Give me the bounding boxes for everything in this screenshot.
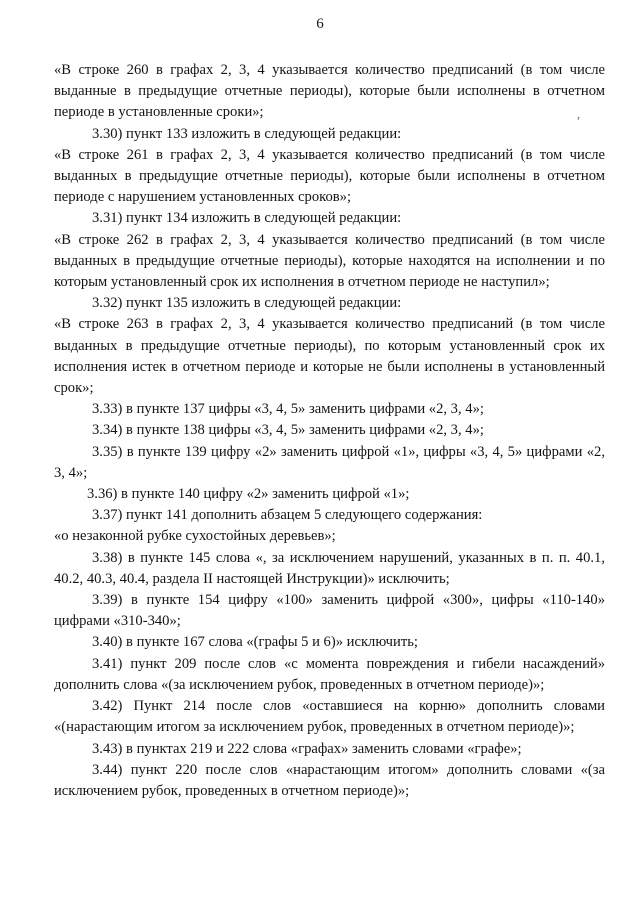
paragraph-p16: 3.40) в пункте 167 слова «(графы 5 и 6)» исключить;: [92, 634, 418, 651]
paragraph-p6: 3.32) пункт 135 изложить в следующей редакции:: [92, 295, 402, 312]
paragraph-p3: «В строке 261 в графах 2, 3, 4 указывается количество предписаний (в том числе выданных в предыдущие отчетные периоды), которые были исполнены в отчетном периоде с нарушением установленных сроков»;: [54, 146, 605, 206]
paragraph-p13: «о незаконной рубке сухостойных деревьев»;: [54, 528, 336, 545]
paragraph-p1: «В строке 260 в графах 2, 3, 4 указывается количество предписаний (в том числе выданные в предыдущие отчетные периоды), которые были исполнены в отчетном периоде в установленные сроки»;: [54, 62, 605, 121]
paragraph-p7: «В строке 263 в графах 2, 3, 4 указывается количество предписаний (в том числе выданных в предыдущие отчетные периоды), по которым установленный срок их исполнения истек в отчетном периоде и которые не были исполнены в установленный срок»;: [54, 316, 605, 397]
paragraph-p8: 3.33) в пункте 137 цифры «3, 4, 5» заменить цифрами «2, 3, 4»;: [92, 401, 484, 418]
paragraph-p10: 3.35) в пункте 139 цифру «2» заменить цифрой «1», цифры «3, 4, 5» цифрами «2, 3, 4»;: [54, 443, 605, 481]
stray-mark: ,: [577, 107, 580, 121]
paragraph-p17: 3.41) пункт 209 после слов «с момента повреждения и гибели насаждений» дополнить слова «(за исключением рубок, проведенных в отчетном периоде)»;: [54, 655, 605, 693]
page-number: 6: [316, 16, 324, 32]
paragraph-p14: 3.38) в пункте 145 слова «, за исключением нарушений, указанных в п. п. 40.1, 40.2, 40.3, 40.4, раздела II настоящей Инструкции)» исключить;: [54, 549, 605, 587]
paragraph-p19: 3.43) в пунктах 219 и 222 слова «графах» заменить словами «графе»;: [92, 740, 522, 757]
paragraph-p2: 3.30) пункт 133 изложить в следующей редакции:: [92, 125, 402, 142]
paragraph-p4: 3.31) пункт 134 изложить в следующей редакции:: [92, 210, 402, 227]
paragraph-p18: 3.42) Пункт 214 после слов «оставшиеся на корню» дополнить словами «(нарастающим итогом за исключением рубок, проведенных в отчетном периоде)»;: [54, 698, 605, 736]
paragraph-p15: 3.39) в пункте 154 цифру «100» заменить цифрой «300», цифры «110-140» цифрами «310-340»;: [54, 592, 605, 630]
paragraph-p20: 3.44) пункт 220 после слов «нарастающим итогом» дополнить словами «(за исключением рубок, проведенных в отчетном периоде)»;: [54, 761, 605, 799]
document-body: [54, 60, 605, 802]
paragraph-p5: «В строке 262 в графах 2, 3, 4 указывается количество предписаний (в том числе выданных в предыдущие отчетные периоды), которые находятся на исполнении и по которым установленный срок их исполнения в отчетном периоде не наступил»;: [54, 231, 605, 291]
paragraph-p12: 3.37) пункт 141 дополнить абзацем 5 следующего содержания:: [92, 507, 483, 524]
paragraph-p9: 3.34) в пункте 138 цифры «3, 4, 5» заменить цифрами «2, 3, 4»;: [92, 422, 484, 439]
paragraph-p11: 3.36) в пункте 140 цифру «2» заменить цифрой «1»;: [87, 486, 410, 503]
